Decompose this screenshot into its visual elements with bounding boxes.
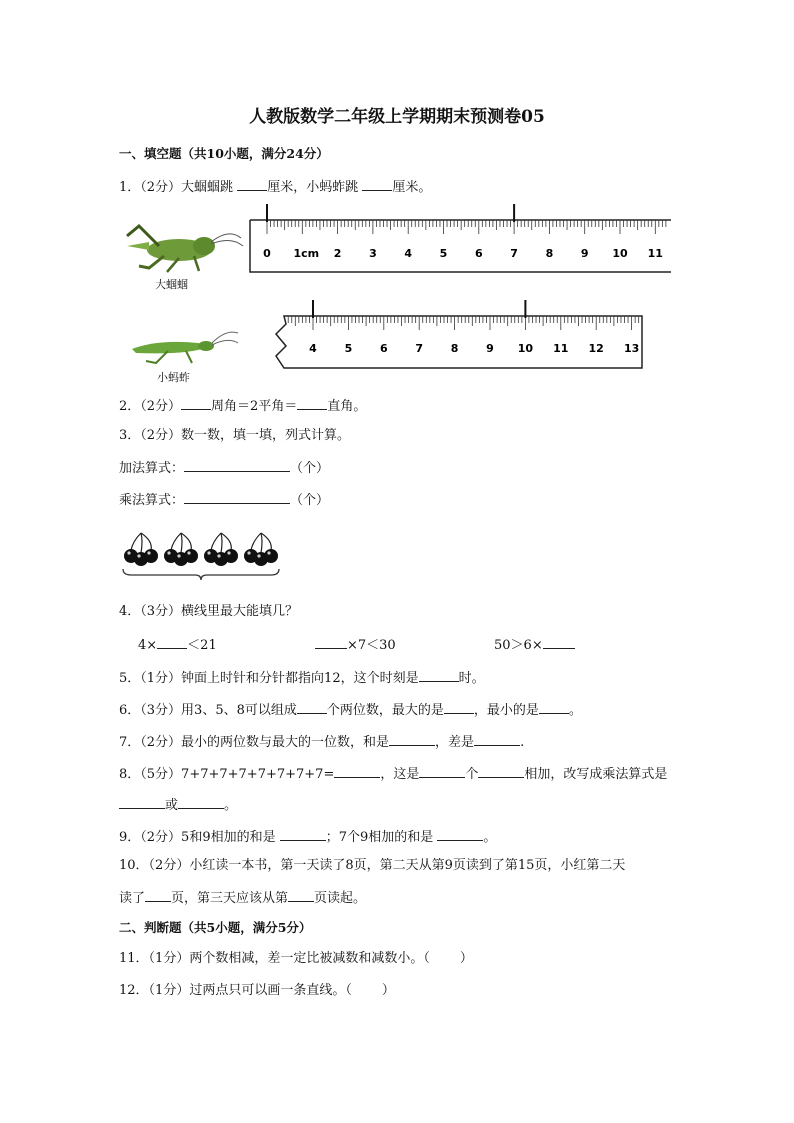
q4-item-3-text: 50＞6×	[494, 638, 543, 653]
cherry-shine	[257, 554, 260, 557]
ruler-1-label: 1cm	[293, 247, 320, 260]
question-7	[119, 733, 524, 751]
q1-text-b: 厘米，小蚂蚱跳	[267, 180, 359, 195]
q5-text-a: 5．（1分）钟面上时针和分针都指向12，这个时刻是	[119, 671, 419, 686]
ruler-2-label: 8	[450, 342, 459, 355]
small-grasshopper-caption: 小蚂蚱	[157, 371, 190, 384]
question-10: 10．（2分）小红读一本书，第一天读了8页，第二天从第9页读到了第15页，小红第二天	[119, 858, 626, 873]
q4-item-3-blank[interactable]	[543, 636, 575, 649]
ruler-1-label: 2	[333, 247, 342, 260]
q8-blank-4[interactable]	[119, 796, 165, 809]
q2-blank-2[interactable]	[297, 397, 327, 410]
cherry-shine	[187, 551, 190, 554]
q4-item-1-blank[interactable]	[157, 636, 187, 649]
ruler-2-label: 5	[344, 342, 353, 355]
question-11	[119, 951, 473, 967]
q11-text-b: ）	[459, 951, 473, 966]
q12-text-a: 12．（1分）过两点只可以画一条直线。（	[119, 983, 352, 998]
cherry	[144, 549, 158, 563]
q4-item-1-text-a: 4×	[138, 638, 158, 653]
cherry-shine	[207, 551, 210, 554]
q8-blank-3[interactable]	[478, 765, 524, 778]
ruler-2	[270, 298, 644, 372]
question-9	[119, 828, 496, 846]
ruler-2-label: 6	[379, 342, 388, 355]
cherry-shine	[167, 551, 170, 554]
q7-text-c: .	[520, 735, 525, 750]
q11-text-a: 11．（1分）两个数相减，差一定比被减数和减数小。（	[119, 951, 430, 966]
q6-text-d: 。	[568, 703, 582, 718]
cherry-stem	[131, 533, 141, 550]
q3-addition-label: 加法算式：	[119, 461, 185, 476]
q4-item-2	[315, 636, 396, 654]
ruler-1-label: 9	[580, 247, 589, 260]
question-5	[119, 669, 485, 687]
cherries-brace	[123, 569, 279, 580]
q8-text-b: ，这是	[380, 767, 420, 782]
q3-addition-blank[interactable]	[184, 459, 290, 472]
small-grasshopper-image	[128, 323, 240, 371]
cherry-shine	[147, 551, 150, 554]
q3-addition-line	[119, 459, 329, 477]
cherry-stem	[171, 533, 181, 550]
section-true-false-heading: 二、判断题（共5小题，满分5分）	[119, 920, 312, 935]
q4-item-3	[494, 636, 575, 654]
q4-item-1	[138, 636, 217, 654]
ruler-1-label: 8	[545, 247, 554, 260]
cherry	[184, 549, 198, 563]
q4-item-1-text-b: ＜21	[187, 638, 217, 653]
q8-text-e: 或	[165, 798, 179, 813]
q9-text-b: ；7个9相加的和是	[325, 830, 434, 845]
q12-text-b: ）	[381, 983, 395, 998]
page-title: 人教版数学二年级上学期期末预测卷05	[249, 107, 545, 127]
cherry-shine	[217, 554, 220, 557]
q6-blank-3[interactable]	[539, 701, 569, 714]
ruler-1-label: 3	[369, 247, 377, 260]
q7-text-b: ，差是	[435, 735, 475, 750]
q4-item-2-text: ×7＜30	[347, 638, 396, 653]
ruler-1-body	[250, 220, 671, 272]
q3-multiplication-unit: （个）	[290, 493, 330, 508]
cherries-image	[119, 523, 283, 583]
ruler-1-label: 4	[404, 247, 413, 260]
q8-blank-2[interactable]	[419, 765, 465, 778]
cherry-shine	[247, 551, 250, 554]
question-12	[119, 983, 395, 999]
q3-multiplication-blank[interactable]	[184, 491, 290, 504]
question-2	[119, 397, 366, 415]
question-3: 3．（2分）数一数，填一填，列式计算。	[119, 428, 351, 443]
question-6	[119, 701, 582, 719]
ruler-1	[247, 204, 671, 274]
q10-blank-2[interactable]	[288, 889, 314, 902]
q6-blank-1[interactable]	[297, 701, 327, 714]
q5-text-b: 时。	[458, 671, 485, 686]
q3-multiplication-line	[119, 491, 329, 509]
q5-blank[interactable]	[419, 669, 459, 682]
question-8-line-2	[119, 796, 237, 814]
q1-blank-1[interactable]	[237, 178, 267, 191]
question-8	[119, 765, 667, 783]
cherry	[264, 549, 278, 563]
q7-blank-1[interactable]	[389, 733, 435, 746]
ruler-1-label: 6	[474, 247, 483, 260]
q3-multiplication-label: 乘法算式：	[119, 493, 185, 508]
section-fill-blank-heading: 一、填空题（共10小题，满分24分）	[119, 146, 329, 161]
q8-blank-1[interactable]	[334, 765, 380, 778]
ruler-2-label: 4	[309, 342, 317, 355]
ruler-2-label: 10	[517, 342, 534, 355]
ruler-1-label: 7	[510, 247, 518, 260]
ruler-2-label: 11	[553, 342, 569, 355]
q10-blank-1[interactable]	[145, 889, 171, 902]
ruler-2-label: 12	[588, 342, 604, 355]
q9-blank-1[interactable]	[280, 828, 326, 841]
q9-text-a: 9．（2分）5和9相加的和是	[119, 830, 276, 845]
q2-blank-1[interactable]	[181, 397, 211, 410]
cherry-stem	[141, 533, 142, 553]
cherry	[224, 549, 238, 563]
cherry-stem	[221, 533, 222, 553]
q8-text-c: 个	[465, 767, 479, 782]
cherry-shine	[137, 554, 140, 557]
cherry-shine	[267, 551, 270, 554]
question-1	[119, 178, 431, 196]
q8-text-a: 8．（5分）7+7+7+7+7+7+7+7=	[119, 767, 335, 782]
q6-blank-2[interactable]	[444, 701, 474, 714]
ruler-2-label: 13	[623, 342, 640, 355]
cherry-shine	[227, 551, 230, 554]
q7-text-a: 7．（2分）最小的两位数与最大的一位数，和是	[119, 735, 390, 750]
cherry-shine	[177, 554, 180, 557]
ruler-2-label: 9	[486, 342, 494, 355]
q6-text-c: ，最小的是	[473, 703, 539, 718]
q3-addition-unit: （个）	[290, 461, 330, 476]
q1-text-a: 1．（2分）大蝈蝈跳	[119, 180, 234, 195]
q8-text-d: 相加，改写成乘法算式是	[524, 767, 668, 782]
cherry-shine	[127, 551, 130, 554]
cherry-stem	[181, 533, 182, 553]
cherry-stem	[261, 533, 262, 553]
ruler-1-label: 10	[612, 247, 628, 260]
ruler-1-label: 5	[439, 247, 448, 260]
cherry-stem	[251, 533, 261, 550]
ruler-2-label: 7	[415, 342, 424, 355]
q7-blank-2[interactable]	[474, 733, 520, 746]
q1-blank-2[interactable]	[362, 178, 392, 191]
ruler-1-label: 0	[263, 247, 271, 260]
q10-text-c: 页，第三天应该从第	[171, 891, 289, 906]
q2-text-b: 周角＝2平角＝	[211, 399, 298, 414]
q4-item-2-blank[interactable]	[315, 636, 347, 649]
q8-text-f: 。	[224, 798, 238, 813]
q8-blank-5[interactable]	[178, 796, 224, 809]
q10-text-b: 读了	[119, 891, 146, 906]
big-grasshopper-caption: 大蝈蝈	[155, 278, 188, 291]
q1-text-c: 厘米。	[392, 180, 432, 195]
q6-text-b: 个两位数，最大的是	[326, 703, 444, 718]
q9-text-c: 。	[483, 830, 497, 845]
question-10-line-2	[119, 889, 366, 907]
question-4: 4．（3分）横线里最大能填几？	[119, 604, 299, 619]
ruler-1-label: 11	[647, 247, 663, 260]
q9-blank-2[interactable]	[437, 828, 483, 841]
q6-text-a: 6．（3分）用3、5、8可以组成	[119, 703, 297, 718]
q2-text-c: 直角。	[327, 399, 367, 414]
q2-text-a: 2．（2分）	[119, 399, 182, 414]
cherry-stem	[211, 533, 221, 550]
q10-text-d: 页读起。	[314, 891, 367, 906]
